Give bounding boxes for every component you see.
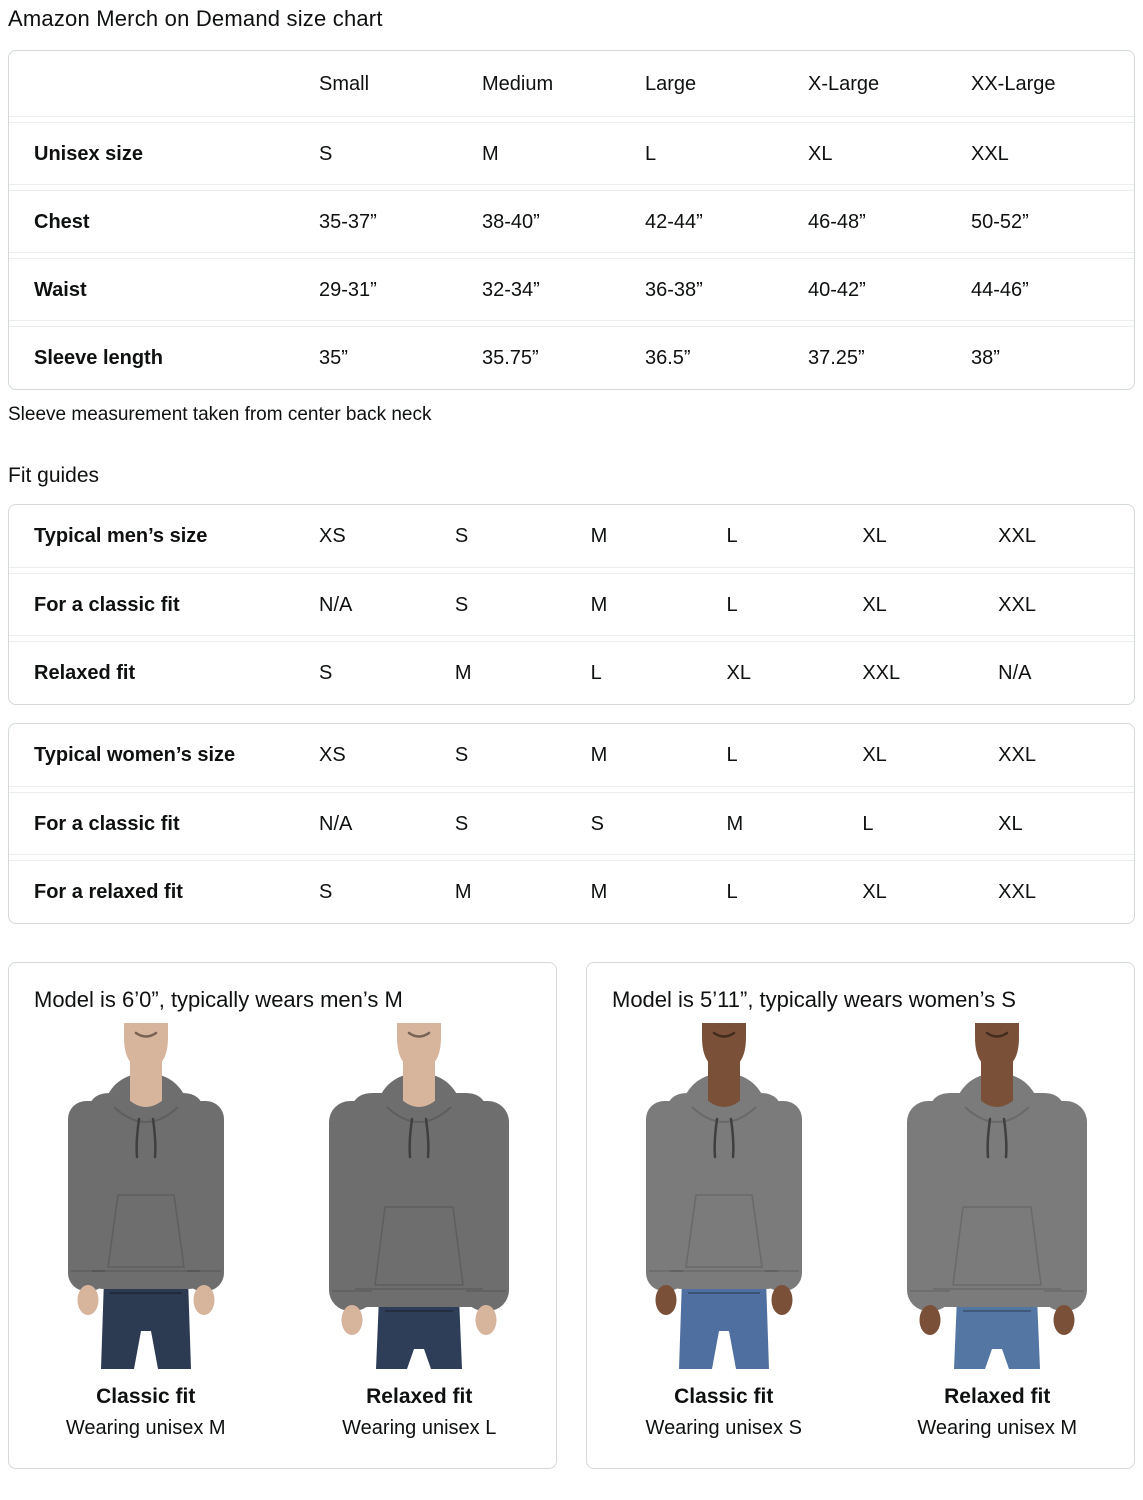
size-chart-row (9, 190, 1134, 253)
fit-table-men (8, 504, 1135, 705)
size-chart-value-cell: L (645, 142, 657, 165)
fit-type-label: Relaxed fit (944, 1385, 1051, 1408)
wearing-size-label: Wearing unisex M (917, 1417, 1078, 1439)
model-figure (587, 1023, 861, 1440)
model-card-men (8, 962, 557, 1469)
fit-guide-value-cell: L (726, 881, 738, 903)
fit-guide-value-cell: XL (726, 662, 751, 684)
size-chart-value-cell: 40-42” (808, 278, 866, 301)
fit-guide-value-cell: M (590, 593, 608, 616)
size-chart-table (8, 50, 1135, 390)
fit-guide-value-cell: XL (862, 593, 887, 616)
wearing-size-label: Wearing unisex L (342, 1417, 497, 1439)
model-card-men-heading: Model is 6’0”, typically wears men’s M (34, 987, 403, 1012)
size-column-header: Medium (482, 72, 554, 95)
fit-guide-row-label: For a relaxed fit (34, 881, 183, 903)
fit-guide-value-cell: XXL (862, 662, 901, 684)
fit-guide-value-cell: N/A (319, 812, 353, 835)
size-chart-value-cell: 36.5” (645, 347, 691, 369)
fit-guide-value-cell: S (454, 744, 469, 766)
size-chart-row (9, 122, 1134, 185)
size-chart-row-label: Waist (34, 278, 87, 301)
size-chart-row (9, 326, 1134, 389)
size-column-header: XX-Large (971, 72, 1056, 95)
size-column-header: Large (645, 72, 697, 95)
fit-table-women (8, 723, 1135, 924)
fit-guides-heading: Fit guides (8, 464, 100, 487)
size-chart-value-cell: 44-46” (971, 278, 1029, 301)
fit-guide-value-cell: M (590, 525, 608, 547)
fit-guide-value-cell: S (319, 881, 333, 903)
fit-type-label: Classic fit (96, 1385, 196, 1408)
size-column-header: X-Large (808, 72, 880, 95)
man-classic-fit-hoodie-photo (26, 1023, 266, 1369)
fit-guide-value-cell: S (319, 662, 333, 684)
fit-guide-value-cell: M (454, 662, 472, 684)
fit-guide-row (9, 792, 1134, 855)
fit-guide-value-cell: XXL (998, 593, 1036, 616)
woman-classic-fit-hoodie-photo (604, 1023, 844, 1369)
size-chart-value-cell: 46-48” (808, 210, 866, 233)
fit-type-label: Classic fit (674, 1385, 774, 1408)
fit-guide-value-cell: S (454, 525, 469, 547)
size-chart-value-cell: 35” (319, 347, 348, 369)
fit-guide-model-cards (8, 962, 1135, 1469)
size-chart-row-label: Chest (34, 210, 90, 233)
size-chart-value-cell: 37.25” (808, 347, 865, 369)
fit-guide-row-label: For a classic fit (34, 593, 180, 616)
size-chart-value-cell: 32-34” (482, 278, 540, 301)
fit-guide-value-cell: L (862, 812, 874, 835)
size-chart-value-cell: XL (808, 142, 833, 165)
fit-guide-value-cell: S (590, 812, 604, 835)
fit-guide-value-cell: XL (862, 744, 887, 766)
size-chart-row (9, 258, 1134, 321)
fit-guide-value-cell: M (590, 744, 608, 766)
fit-guide-row (9, 641, 1134, 704)
fit-guide-row-label: For a classic fit (34, 812, 180, 835)
fit-guide-row (9, 724, 1134, 787)
fit-guide-value-cell: XL (998, 812, 1023, 835)
size-chart-value-cell: 29-31” (319, 278, 377, 301)
fit-guide-value-cell: XL (862, 881, 887, 903)
fit-type-label: Relaxed fit (366, 1385, 473, 1408)
fit-guide-row (9, 860, 1134, 923)
woman-relaxed-fit-hoodie-photo (877, 1023, 1117, 1369)
size-chart-value-cell: 35.75” (482, 347, 539, 369)
fit-guide-row-label: Typical women’s size (34, 744, 236, 766)
size-chart-value-cell: M (482, 142, 499, 165)
size-chart-value-cell: 38” (971, 347, 1000, 369)
fit-guide-value-cell: M (590, 881, 608, 903)
fit-guide-value-cell: L (726, 593, 738, 616)
size-chart-row-label: Unisex size (34, 142, 143, 165)
size-chart-value-cell: 50-52” (971, 210, 1029, 233)
model-card-women-heading: Model is 5’11”, typically wears women’s S (612, 987, 1016, 1012)
size-chart-value-cell: XXL (971, 142, 1009, 165)
wearing-size-label: Wearing unisex M (65, 1417, 226, 1439)
size-chart-header-row (9, 51, 1134, 117)
size-column-header: Small (319, 72, 370, 95)
model-figure (283, 1023, 557, 1440)
size-chart-value-cell: 36-38” (645, 278, 703, 301)
sleeve-measurement-footnote: Sleeve measurement taken from center back neck (8, 404, 432, 425)
fit-guide-row (9, 573, 1134, 636)
fit-guide-value-cell: XL (862, 525, 887, 547)
model-card-women (586, 962, 1135, 1469)
fit-guide-value-cell: XS (319, 744, 346, 766)
fit-guide-value-cell: N/A (319, 593, 353, 616)
fit-guide-row-label: Typical men’s size (34, 525, 208, 547)
model-card-women-figures (587, 1023, 1134, 1440)
fit-guide-value-cell: S (454, 593, 469, 616)
fit-guide-value-cell: M (726, 812, 744, 835)
page-title: Amazon Merch on Demand size chart (8, 6, 383, 31)
model-figure (9, 1023, 283, 1440)
size-chart-value-cell: 38-40” (482, 210, 540, 233)
fit-guide-value-cell: XS (319, 525, 346, 547)
fit-guide-value-cell: L (726, 744, 738, 766)
size-chart-value-cell: 42-44” (645, 210, 703, 233)
man-relaxed-fit-hoodie-photo (299, 1023, 539, 1369)
fit-guide-value-cell: N/A (998, 662, 1032, 684)
model-figure (861, 1023, 1135, 1440)
fit-guide-value-cell: L (590, 662, 602, 684)
fit-guide-row-label: Relaxed fit (34, 662, 136, 684)
fit-guide-value-cell: XXL (998, 744, 1036, 766)
fit-guide-value-cell: XXL (998, 881, 1036, 903)
size-chart-value-cell: S (319, 142, 333, 165)
fit-guide-row (9, 505, 1134, 568)
size-chart-row-label: Sleeve length (34, 347, 163, 369)
fit-guide-value-cell: M (454, 881, 472, 903)
size-chart-value-cell: 35-37” (319, 210, 377, 233)
fit-guide-value-cell: XXL (998, 525, 1036, 547)
wearing-size-label: Wearing unisex S (645, 1417, 802, 1439)
fit-guide-value-cell: L (726, 525, 738, 547)
fit-guide-value-cell: S (454, 812, 469, 835)
model-card-men-figures (9, 1023, 556, 1440)
